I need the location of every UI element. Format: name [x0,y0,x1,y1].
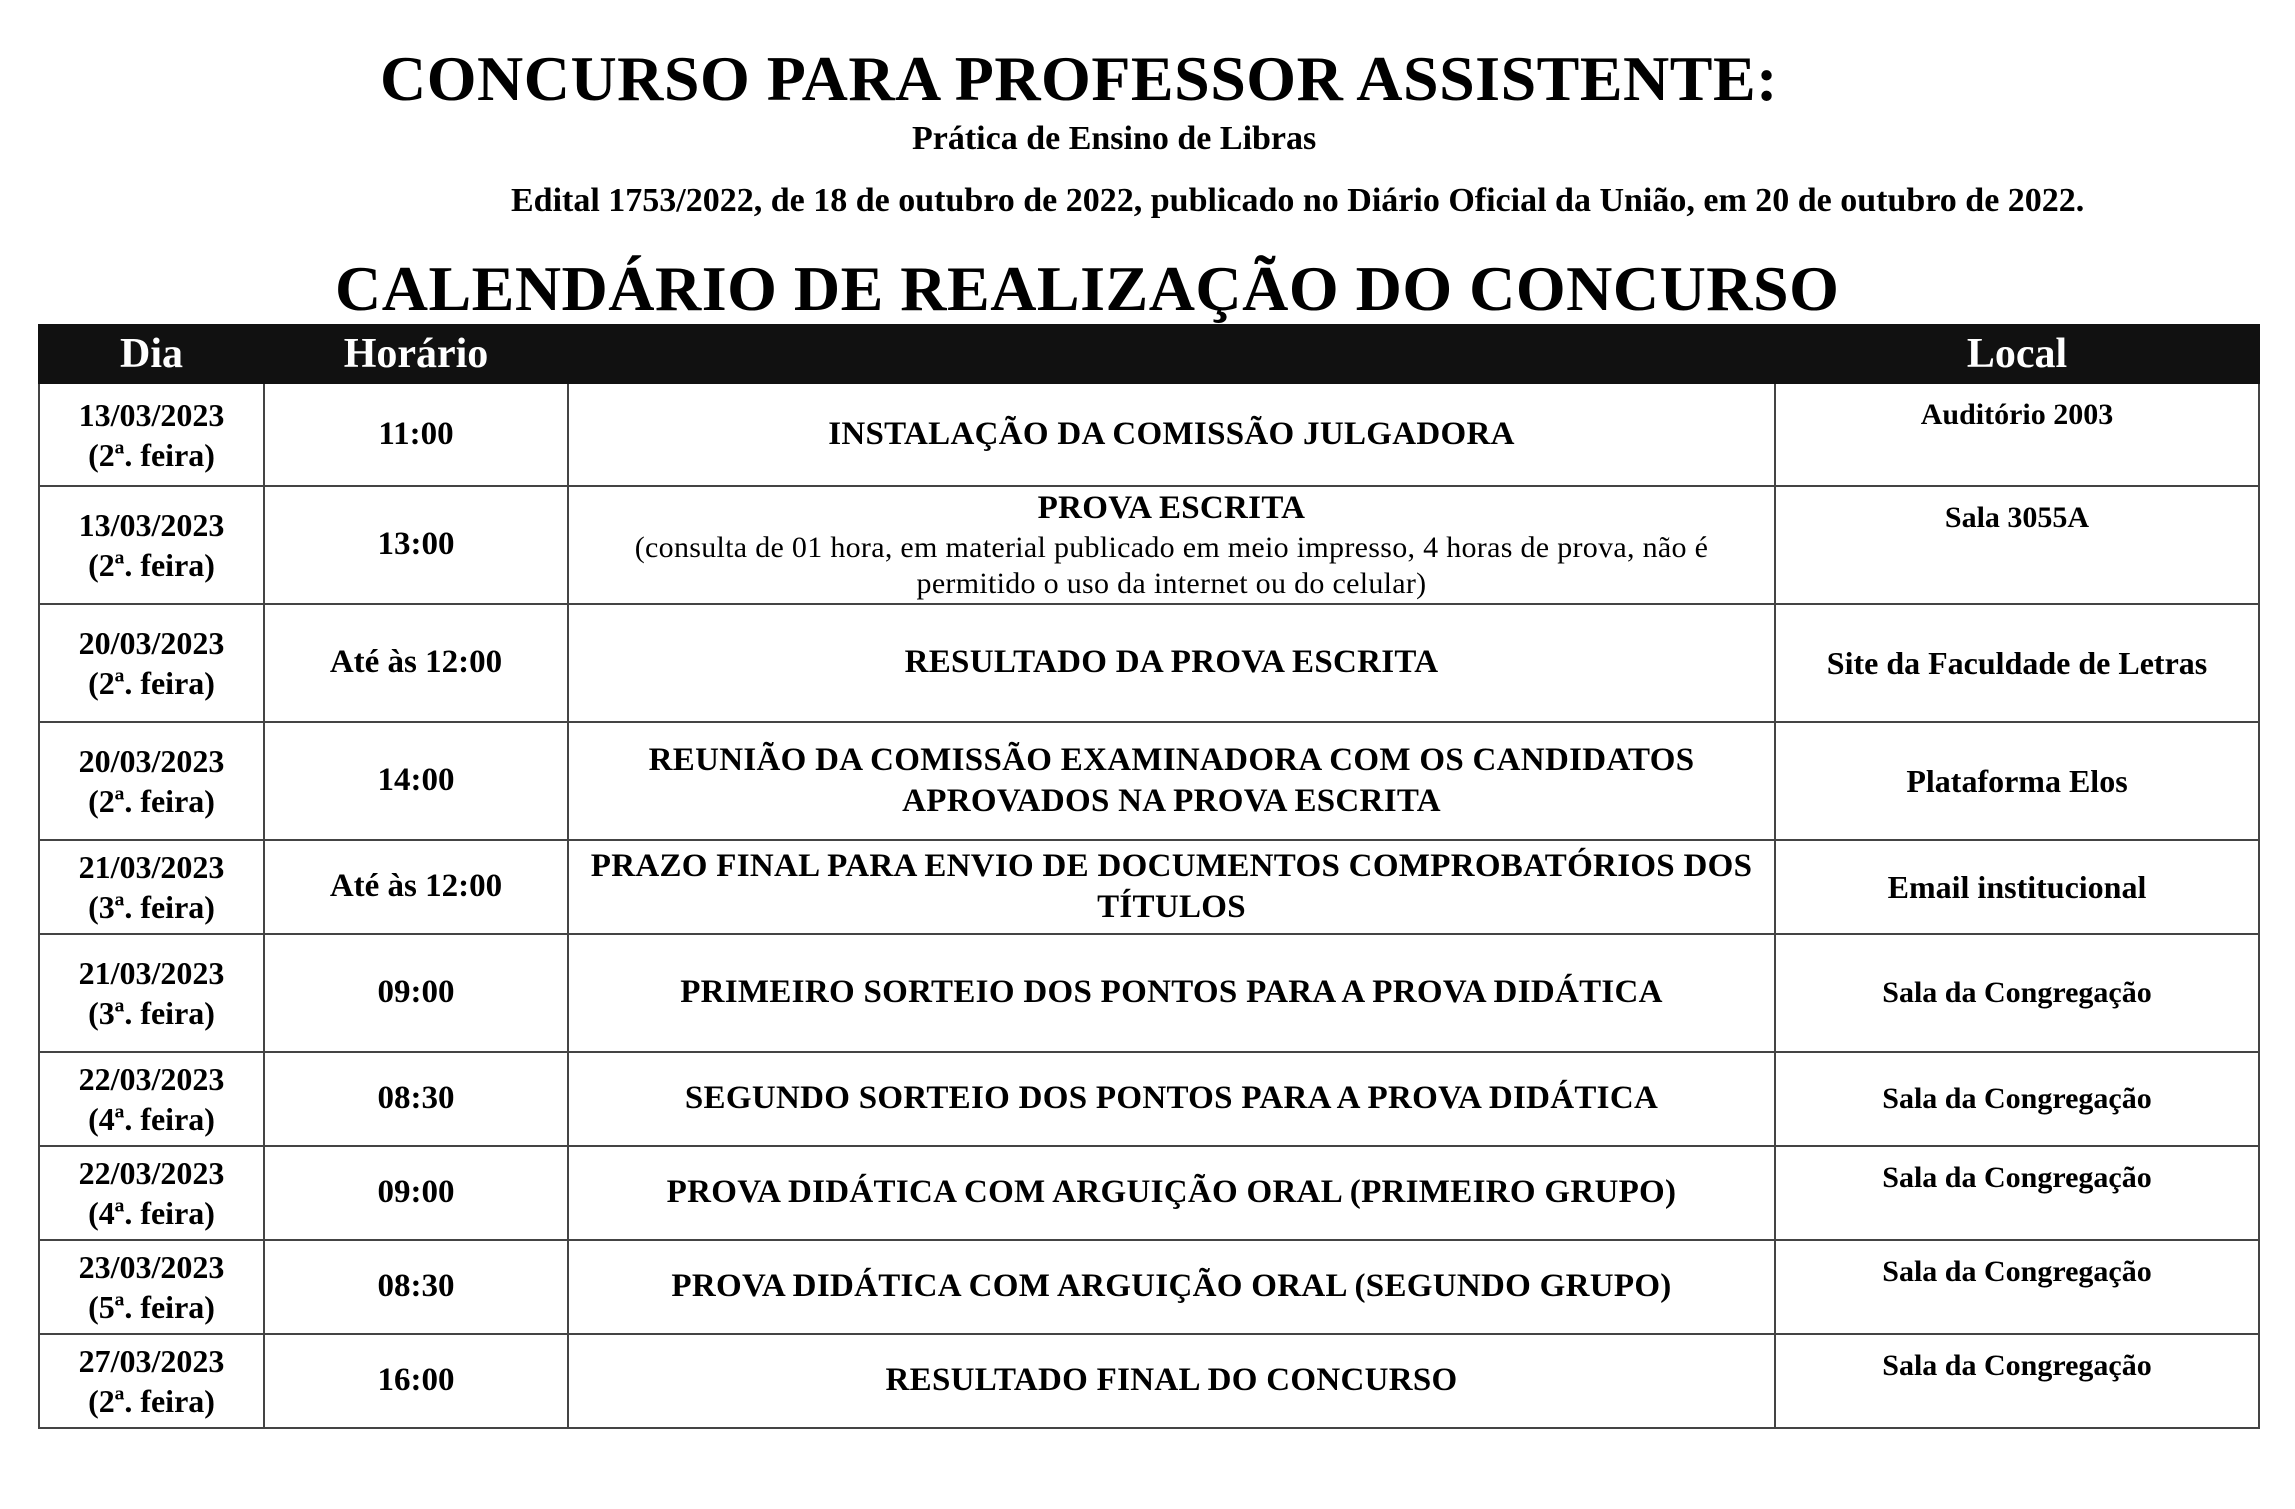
table-row [39,934,2259,1052]
weekday-text: (2ª. feira) [88,665,215,701]
date-text: 20/03/2023 [78,625,225,661]
date-text: 22/03/2023 [78,1155,225,1191]
date-text: 22/03/2023 [78,1061,225,1097]
cell-local: Sala da Congregação [1775,934,2259,1052]
event-title: PROVA ESCRITA [1037,490,1306,527]
date-text: 13/03/2023 [78,507,225,543]
cell-horario: 16:00 [264,1334,568,1428]
weekday-text: (2ª. feira) [88,436,215,473]
date-text: 27/03/2023 [78,1343,225,1379]
cell-local: Email institucional [1775,840,2259,934]
cell-dia [39,486,264,604]
cell-dia [39,1052,264,1146]
cell-dia [39,1334,264,1428]
table-row [39,383,2259,486]
cell-evento: RESULTADO DA PROVA ESCRITA [568,604,1775,722]
schedule-table [38,324,2260,1429]
column-header-dia: Dia [39,325,264,383]
table-row [39,1052,2259,1146]
cell-local: Sala da Congregação [1775,1334,2259,1428]
cell-local: Sala da Congregação [1775,1052,2259,1146]
cell-dia [39,840,264,934]
edital-reference: Edital 1753/2022, de 18 de outubro de 2022, publicado no Diário Oficial da União, em 20 de outubro de 2022. [511,182,2085,219]
cell-horario: 11:00 [264,383,568,486]
cell-dia [39,1146,264,1240]
cell-horario: 08:30 [264,1052,568,1146]
calendar-title: CALENDÁRIO DE REALIZAÇÃO DO CONCURSO [335,253,1840,324]
cell-evento: PRIMEIRO SORTEIO DOS PONTOS PARA A PROVA DIDÁTICA [568,934,1775,1052]
column-header-evento [568,325,1775,383]
table-row [39,840,2259,934]
table-row [39,486,2259,604]
cell-evento [568,486,1775,604]
document-title: CONCURSO PARA PROFESSOR ASSISTENTE: [380,43,1778,114]
table-row [39,1334,2259,1428]
table-header-row [39,325,2259,383]
cell-local: Sala da Congregação [1775,1146,2259,1240]
weekday-text: (3ª. feira) [88,995,215,1031]
cell-local: Site da Faculdade de Letras [1775,604,2259,722]
cell-horario: 13:00 [264,486,568,604]
cell-horario: 09:00 [264,934,568,1052]
date-text: 20/03/2023 [78,743,225,779]
cell-evento: RESULTADO FINAL DO CONCURSO [568,1334,1775,1428]
cell-local: Sala 3055A [1775,486,2259,604]
cell-local: Sala da Congregação [1775,1240,2259,1334]
weekday-text: (2ª. feira) [88,1383,215,1419]
cell-evento: INSTALAÇÃO DA COMISSÃO JULGADORA [568,383,1775,486]
cell-horario: Até às 12:00 [264,840,568,934]
cell-evento: PRAZO FINAL PARA ENVIO DE DOCUMENTOS COMPROBATÓRIOS DOS TÍTULOS [568,840,1775,934]
weekday-text: (2ª. feira) [88,547,215,583]
table-row [39,604,2259,722]
cell-horario: Até às 12:00 [264,604,568,722]
column-header-horario: Horário [264,325,568,383]
cell-local: Plataforma Elos [1775,722,2259,840]
document-subtitle: Prática de Ensino de Libras [912,120,1317,157]
date-text: 23/03/2023 [78,1249,225,1285]
date-text: 21/03/2023 [78,955,225,991]
cell-evento: REUNIÃO DA COMISSÃO EXAMINADORA COM OS CANDIDATOS APROVADOS NA PROVA ESCRITA [568,722,1775,840]
weekday-text: (4ª. feira) [88,1101,215,1137]
table-row [39,722,2259,840]
table-row [39,1146,2259,1240]
cell-local: Auditório 2003 [1775,383,2259,486]
weekday-text: (3ª. feira) [88,889,215,925]
cell-evento: PROVA DIDÁTICA COM ARGUIÇÃO ORAL (PRIMEIRO GRUPO) [568,1146,1775,1240]
table-row [39,1240,2259,1334]
column-header-local: Local [1775,325,2259,383]
cell-evento: PROVA DIDÁTICA COM ARGUIÇÃO ORAL (SEGUNDO GRUPO) [568,1240,1775,1334]
date-text: 21/03/2023 [78,849,225,885]
date-text: 13/03/2023 [78,396,225,433]
cell-dia [39,383,264,486]
cell-dia [39,604,264,722]
cell-horario: 08:30 [264,1240,568,1334]
cell-dia [39,1240,264,1334]
cell-dia [39,934,264,1052]
cell-horario: 14:00 [264,722,568,840]
cell-evento: SEGUNDO SORTEIO DOS PONTOS PARA A PROVA DIDÁTICA [568,1052,1775,1146]
cell-dia [39,722,264,840]
weekday-text: (2ª. feira) [88,783,215,819]
event-note: (consulta de 01 hora, em material publicado em meio impresso, 4 horas de prova, não é permitido o uso da internet ou do celular) [634,530,1709,600]
weekday-text: (5ª. feira) [88,1289,215,1325]
weekday-text: (4ª. feira) [88,1195,215,1231]
cell-horario: 09:00 [264,1146,568,1240]
